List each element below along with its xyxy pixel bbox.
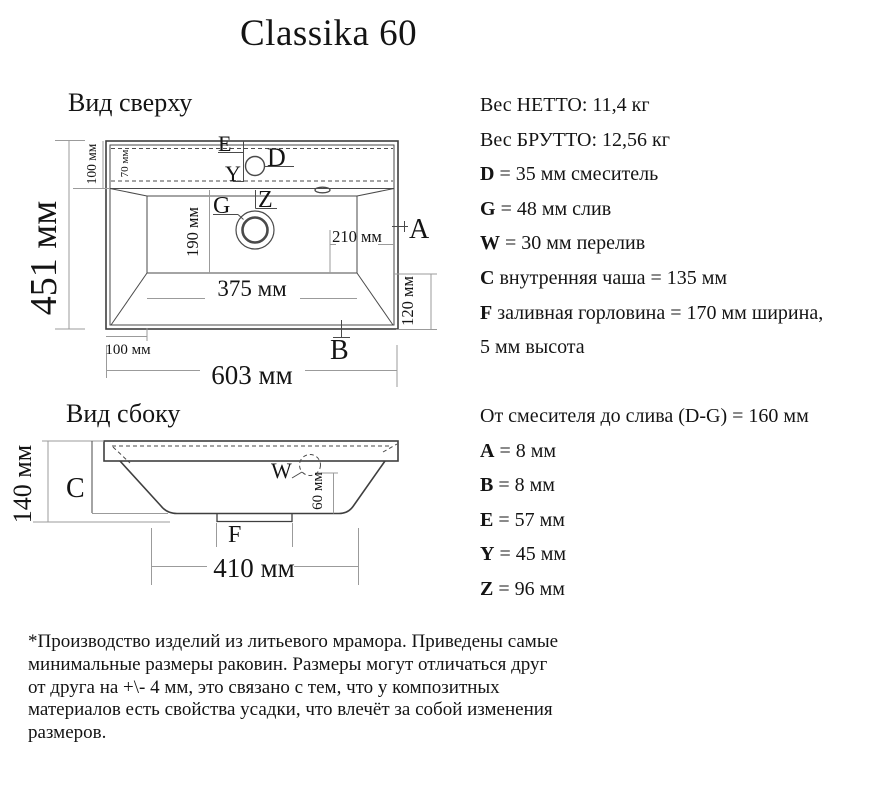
spec-w-overflow: W = 30 мм перелив (480, 232, 646, 255)
letter-z: Z (258, 187, 273, 213)
footnote-line: размеров. (28, 722, 107, 744)
page-title: Classika 60 (240, 13, 418, 54)
dim-120: 120 мм (398, 276, 417, 326)
spec-list-distances (480, 399, 809, 607)
letter-c: C (66, 473, 85, 504)
spec-a: A = 8 мм (480, 439, 557, 462)
spec-f-neck: F заливная горловина = 170 мм ширина, (480, 301, 824, 324)
letter-f: F (228, 522, 242, 548)
spec-d-faucet: D = 35 мм смеситель (480, 163, 659, 186)
top-view-labels (23, 131, 430, 390)
side-view-label: Вид сбоку (66, 399, 181, 428)
spec-gross-weight: Вес БРУТТО: 12,56 кг (480, 128, 670, 151)
dim-210: 210 мм (332, 227, 382, 246)
spec-dg-distance: От смесителя до слива (D-G) = 160 мм (480, 405, 809, 427)
letter-d: D (267, 143, 286, 172)
spec-e: E = 57 мм (480, 508, 565, 531)
footnote-line: материалов есть свойства усадки, что влечёт за собой изменения (28, 699, 553, 721)
dim-70: 70 мм (119, 149, 131, 178)
dim-451: 451 мм (23, 200, 65, 316)
dim-190: 190 мм (183, 207, 202, 257)
spec-f-neck-height: 5 мм высота (480, 336, 585, 359)
dim-140: 140 мм (8, 444, 37, 524)
side-view-drawing (0, 400, 450, 595)
top-view-label: Вид сверху (68, 88, 193, 117)
spec-b: B = 8 мм (480, 474, 555, 497)
footnote (28, 631, 568, 745)
dim-60: 60 мм (310, 472, 326, 510)
spec-g-drain: G = 48 мм слив (480, 197, 612, 220)
letter-e: E (218, 131, 232, 156)
spec-list-weights-and-holes (480, 88, 823, 365)
letter-g: G (213, 193, 231, 219)
footnote-line: *Производство изделий из литьевого мрамора. Приведены самые (28, 631, 559, 652)
letter-b: B (330, 335, 349, 366)
footnote-line: от друга на +\- 4 мм, это связано с тем, что у композитных (28, 676, 500, 698)
dim-375: 375 мм (217, 276, 287, 301)
side-view-outline (104, 441, 398, 522)
top-view-drawing (0, 125, 450, 395)
dim-603: 603 мм (211, 360, 293, 390)
dim-100-bottom: 100 мм (105, 342, 151, 358)
spec-c-bowl: C внутренняя чаша = 135 мм (480, 266, 728, 289)
letter-w: W (271, 458, 292, 483)
spec-y: Y = 45 мм (480, 543, 567, 566)
dim-100-top: 100 мм (84, 143, 99, 185)
spec-z: Z = 96 мм (480, 577, 565, 600)
dim-410: 410 мм (213, 553, 295, 583)
spec-net-weight: Вес НЕТТО: 11,4 кг (480, 94, 650, 116)
drain-stub (217, 514, 292, 522)
letter-a: A (409, 214, 430, 245)
letter-y: Y (225, 161, 241, 186)
footnote-line: минимальные размеры раковин. Размеры могут отличаться друг (28, 653, 548, 675)
